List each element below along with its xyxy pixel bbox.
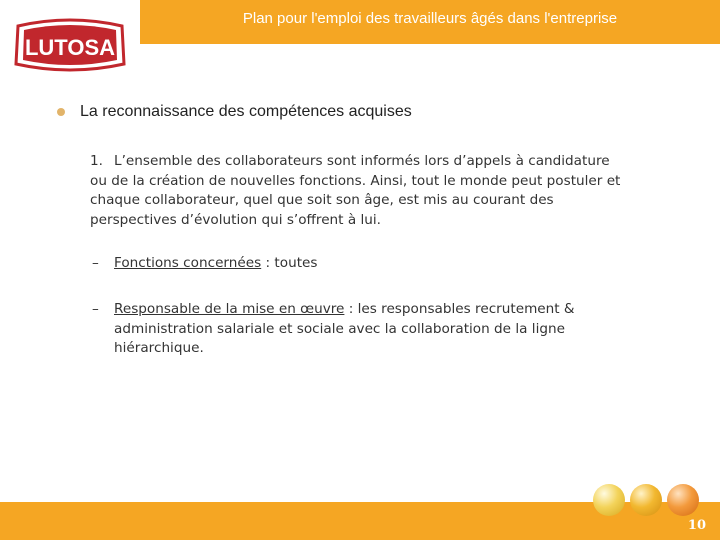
subitem-text: : les responsables recrutement & administration salariale et sociale avec la collaboration de la ligne hiérarchique. (114, 301, 575, 356)
decor-circle-icon (630, 484, 662, 516)
page-number: 10 (687, 518, 706, 533)
subitem-text: : toutes (261, 255, 318, 271)
decor-circle-icon (667, 484, 699, 516)
numbered-item (90, 152, 630, 230)
bullet-dot-icon (57, 108, 65, 116)
item-number: 1. (90, 153, 103, 169)
subitem-label: Responsable de la mise en œuvre (114, 301, 345, 317)
subitem-label: Fonctions concernées (114, 255, 262, 271)
item-text: L’ensemble des collaborateurs sont informés lors d’appels à candidature ou de la création de nouvelles fonctions. Ainsi, tout le monde peut postuler et chaque collaborateur, quel que soit son âge, est mis au courant des perspectives d’évolution qui s’offrent à lui. (90, 153, 621, 228)
section-heading: La reconnaissance des compétences acquises (80, 103, 412, 120)
subitem-responsible (92, 300, 634, 359)
logo-text: LUTOSA (24, 35, 116, 60)
dash-bullet: – (92, 255, 99, 271)
dash-bullet: – (92, 301, 99, 317)
subitem-functions (92, 254, 634, 274)
slide-title: Plan pour l'emploi des travailleurs âgés dans l'entreprise (242, 10, 618, 27)
decor-circle-icon (593, 484, 625, 516)
